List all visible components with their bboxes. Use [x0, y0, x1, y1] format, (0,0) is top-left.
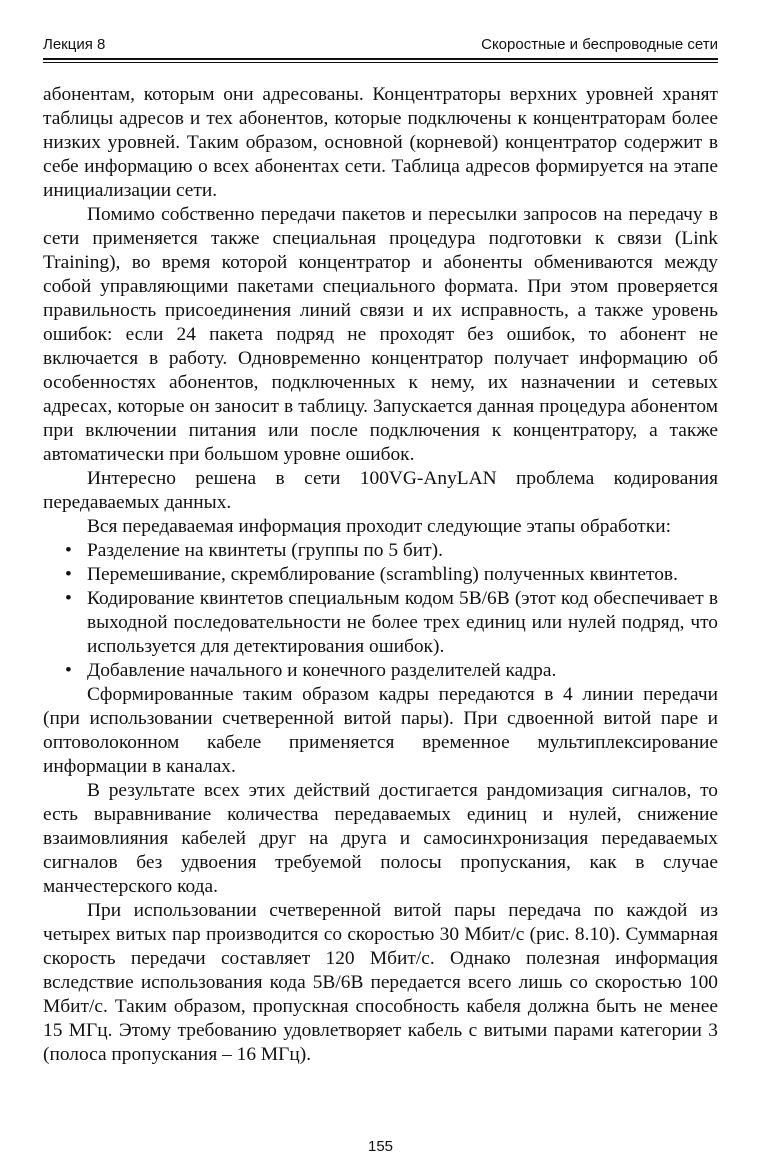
page-number: 155 — [367, 1138, 394, 1155]
running-header — [43, 34, 718, 54]
paragraph-randomization: В результате всех этих действий достигается рандомизация сигналов, то есть выравнивание количества передаваемых единиц и нулей, снижение взаимовлияния кабелей друг на друга и самосинхронизация передаваемых сигналов без удвоения требуемой полосы пропускания, как в случае манчестерского кода. — [43, 780, 718, 897]
list-item-text: Разделение на квинтеты (группы по 5 бит). — [87, 540, 443, 561]
paragraph-link-training: Помимо собственно передачи пакетов и пересылки запросов на передачу в сети применяется также специальная процедура подготовки к связи (Link Training), во время которой концентратор и абоненты обмениваются между собой управляющими пакетами специального формата. При этом проверяется правильность присоединения линий связи и их исправность, а также уровень ошибок: если 24 пакета подряд не проходят без ошибок, то абонент не включается в работу. Одновременно концентратор получает информацию об особенностях абонентов, подключенных к нему, их назначении и сетевых адресах, которые он заносит в таблицу. Запускается данная процедура абонентом при включении питания или после подключения к концентратору, а также автоматически при большом уровне ошибок. — [43, 204, 718, 465]
list-item-text: Перемешивание, скремблирование (scrambling) полученных квинтетов. — [87, 564, 678, 585]
paragraph-speed: При использовании счетверенной витой пары передача по каждой из четырех витых пар производится со скоростью 30 Мбит/с (рис. 8.10). Суммарная скорость передачи составляет 120 Мбит/с. Однако полезная информация вследствие использования кода 5B/6B передается всего лишь со скоростью 100 Мбит/с. Таким образом, пропускная способность кабеля должна быть не менее 15 МГц. Этому требованию удовлетворяет кабель с витыми парами категории 3 (полоса пропускания – 16 МГц). — [43, 900, 718, 1065]
body-text — [43, 83, 718, 1067]
paragraph-stages-intro: Вся передаваемая информация проходит следующие этапы обработки: — [87, 516, 671, 537]
stages-list — [43, 539, 718, 683]
header-rule-thin — [43, 62, 718, 63]
bullet-icon: • — [65, 540, 72, 561]
bullet-icon: • — [65, 588, 72, 609]
list-item — [43, 587, 718, 659]
header-rule-thick — [43, 58, 718, 60]
bullet-icon: • — [65, 660, 72, 681]
paragraph-continuation: абонентам, которым они адресованы. Концентраторы верхних уровней хранят таблицы адресов и тех абонентов, которые подключены к концентраторам более низких уровней. Таким образом, основной (корневой) концентратор содержит в себе информацию о всех абонентах сети. Таблица адресов формируется на этапе инициализации сети. — [43, 84, 718, 201]
paragraph-coding-intro: Интересно решена в сети 100VG-AnyLAN проблема кодирования передаваемых данных. — [43, 468, 718, 513]
list-item — [43, 659, 718, 683]
list-item — [43, 539, 718, 563]
page — [43, 34, 718, 1067]
list-item — [43, 563, 718, 587]
list-item-text: Добавление начального и конечного разделителей кадра. — [87, 660, 557, 681]
paragraph-frames: Сформированные таким образом кадры передаются в 4 линии передачи (при использовании счетверенной витой пары). При сдвоенной витой паре и оптоволоконном кабеле применяется временное мультиплексирование информации в каналах. — [43, 684, 718, 777]
header-section-title: Скоростные и беспроводные сети — [481, 36, 718, 53]
bullet-icon: • — [65, 564, 72, 585]
list-item-text: Кодирование квинтетов специальным кодом 5B/6B (этот код обеспечивает в выходной последовательности не более трех единиц или нулей подряд, что используется для детектирования ошибок). — [87, 588, 718, 657]
header-lecture-label: Лекция 8 — [43, 36, 106, 53]
